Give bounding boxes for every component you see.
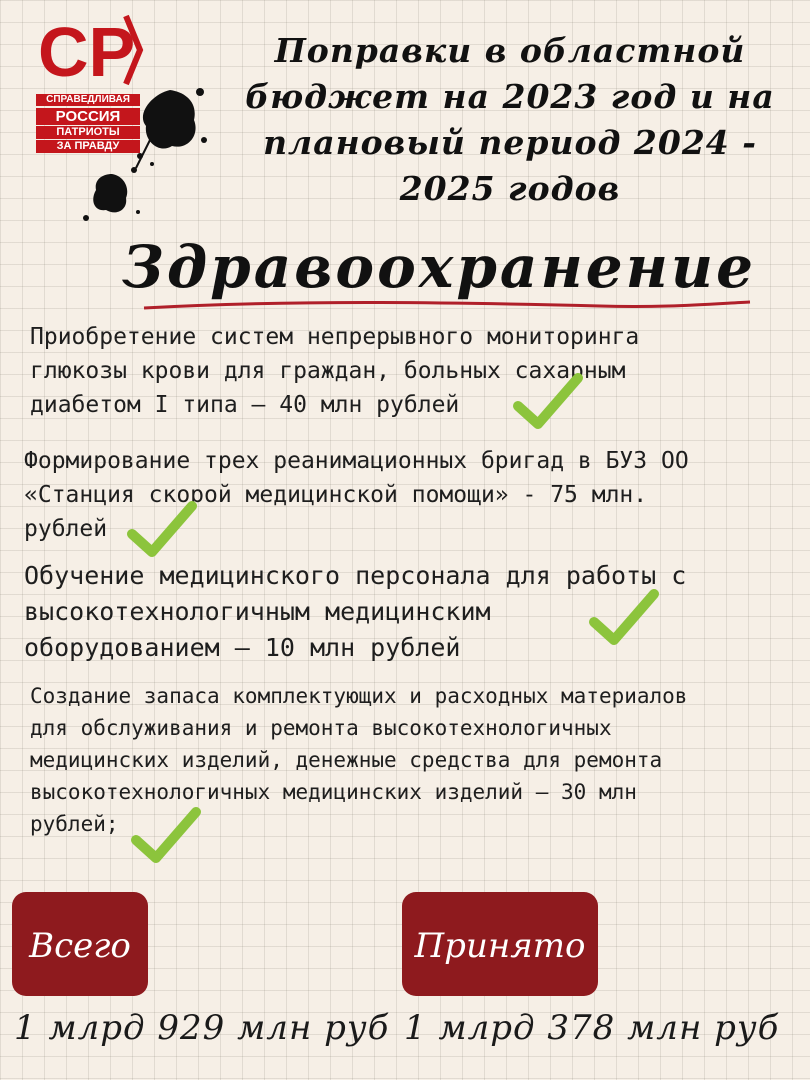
- section-title: Здравоохранение: [122, 233, 757, 301]
- check-icon: [512, 372, 584, 432]
- logo-line-4: ЗА ПРАВДУ: [36, 140, 140, 153]
- check-icon: [588, 588, 660, 648]
- accepted-amount: 1 млрд 378 млн руб: [404, 1008, 780, 1048]
- check-icon: [126, 500, 198, 560]
- logo-mark-text: СР: [38, 13, 136, 90]
- ink-splatter-small-icon: [78, 160, 148, 230]
- item-glucose-monitoring: Приобретение систем непрерывного мониторинга глюкозы крови для граждан, больных сахарным диабетом I типа – 40 млн рублей: [30, 324, 640, 418]
- accepted-label: Принято: [414, 926, 586, 966]
- total-amount: 1 млрд 929 млн руб: [14, 1008, 390, 1048]
- total-label: Всего: [29, 926, 131, 966]
- total-box: [12, 892, 148, 996]
- item-staff-training: Обучение медицинского персонала для работы с высокотехнологичным медицинским оборудованием – 10 млн рублей: [24, 561, 687, 662]
- logo-line-3: ПАТРИОТЫ: [36, 126, 140, 139]
- logo-mark-icon: [34, 10, 144, 90]
- page-title: Поправки в областной бюджет на 2023 год и на плановый период 2024 - 2025 годов: [245, 31, 775, 208]
- ink-splatter-icon: [130, 80, 210, 170]
- item-spare-parts-reserve: Создание запаса комплектующих и расходных материалов для обслуживания и ремонта высокотехнологичных медицинских изделий, денежные средства для ремонта высокотехнологичных медицинских изделий – 30 млн рублей;: [30, 684, 688, 836]
- section-underline-icon: [140, 296, 760, 318]
- accepted-box: [402, 892, 598, 996]
- check-icon: [130, 806, 202, 866]
- item-resuscitation-teams: Формирование трех реанимационных бригад в БУЗ ОО «Станция скорой медицинской помощи» - 75 млн. рублей: [24, 448, 689, 542]
- logo-line-2: РОССИЯ: [36, 108, 140, 125]
- logo-line-1: СПРАВЕДЛИВАЯ: [36, 94, 140, 106]
